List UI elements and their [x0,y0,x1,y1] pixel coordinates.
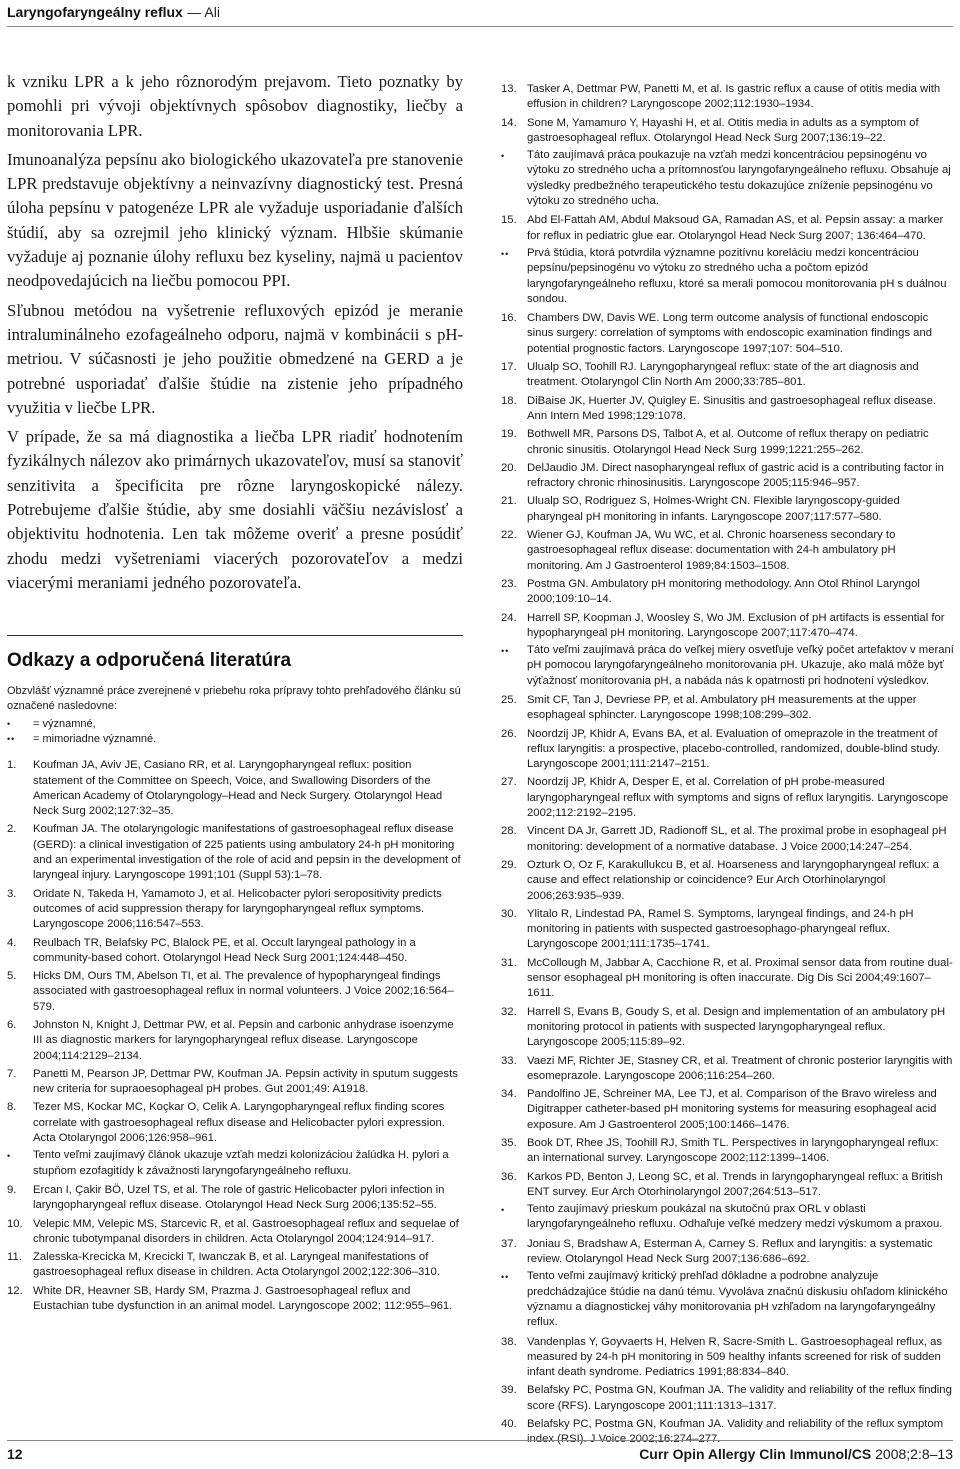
body-paragraph: k vzniku LPR a k jeho rôznorodým prejavom. Tieto poznatky by pomohli pri vývoji objektívnych spôsobov diagnostiky, liečby a monitorovania LPR. [7,72,463,140]
reference-number: 9. [7,1183,17,1196]
reference-number: 11. [7,1251,22,1264]
reference-number: 8. [7,1101,17,1114]
reference-item [501,116,954,147]
reference-annotation [501,246,954,307]
reference-item [501,427,954,458]
legend-label: = mimoriadne významné. [33,732,157,745]
reference-text: Reulbach TR, Belafsky PC, Blalock PE, et al. Occult laryngeal pathology in a community-based cohort. Otolaryngol Head Neck Surg 2001;124:448–450. [33,936,416,964]
reference-item [501,1005,954,1051]
reference-item [501,1237,954,1268]
reference-text: Ercan I, Çakir BÖ, Uzel TS, et al. The role of gastric Helicobacter pylori infection in laryngopharyngeal reflux disease. Otolaryngol Head Neck Surg 2006;135:52–55. [33,1183,445,1212]
reference-number: 31. [501,956,517,969]
reference-text: Bothwell MR, Parsons DS, Talbot A, et al. Outcome of reflux therapy on pediatric chronic sinusitis. Otolaryngol Head Neck Surg 1999;1221:255–262. [527,428,929,456]
reference-number: 4. [7,936,17,949]
reference-item [501,311,954,357]
reference-number: 15. [501,214,517,227]
reference-number: 6. [7,1018,17,1031]
reference-number: 21. [501,495,517,508]
annotation-text: Táto zaujímavá práca poukazuje na vzťah medzi koncentráciou pepsinogénu vo výtoku zo stredného ucha a prítomnosťou laryngofaryngeálneho refluxu. Obsahuje aj výsledky predbežného terapeutického testu dokazujúce zníženie pepsinogénu vo výtoku zo stredného ucha. [527,149,951,208]
reference-item [7,887,463,933]
reference-text: McCollough M, Jabbar A, Cacchione R, et al. Proximal sensor data from routine dual-sensor esophageal pH monitoring is often inaccurate. Dig Dis Sci 2004;49:1607–1611. [527,956,953,1000]
significance-marker: • [501,151,506,162]
reference-item [7,758,463,819]
reference-number: 25. [501,693,517,706]
reference-item [501,824,954,855]
reference-text: Postma GN. Ambulatory pH monitoring methodology. Ann Otol Rhinol Laryngol 2000;109:10–14. [527,577,920,606]
reference-text: Harrell SP, Koopman J, Woosley S, Wo JM. Exclusion of pH artifacts is essential for hypopharyngeal pH monitoring. Laryngoscope 2007;117:470–474. [527,611,945,639]
reference-item [501,577,954,608]
significance-legend [7,717,463,746]
reference-text: White DR, Heavner SB, Hardy SM, Prazma J. Gastroesophageal reflux and Eustachian tube dysfunction in an animal model. Laryngoscope 2002; 112:955–961. [33,1284,453,1313]
running-header [7,4,953,27]
page-number: 12 [7,1446,23,1462]
reference-number: 35. [501,1137,517,1149]
annotation-text: Tento zaujímavý prieskum poukázal na skutočnú prax ORL v oblasti laryngofaryngeálneho refluxu. Odhaľuje veľké medzery medzi výskumom a praxou. [527,1203,943,1231]
reference-text: Johnston N, Knight J, Dettmar PW, et al. Pepsin and carbonic anhydrase isoenzyme III as diagnostic markers for laryngopharyngeal reflux disease. Laryngoscope 2004;114:2129–2134. [33,1018,454,1062]
reference-item [501,82,954,113]
reference-text: Vandenplas Y, Goyvaerts H, Helven R, Sacre-Smith L. Gastroesophageal reflux, as measured by 24-h pH monitoring in 509 healthy infants screened for risk of sudden infant death syndrome. Pediatrics 1991;88:834–840. [527,1335,943,1379]
reference-number: 32. [501,1005,517,1018]
reference-annotation [501,148,954,209]
reference-text: Pandolfino JE, Schreiner MA, Lee TJ, et al. Comparison of the Bravo wireless and Digitrapper catheter-based pH monitoring systems for measuring esophageal acid exposure. Am J Gastroenterol 2005;100:1466–1476. [527,1088,937,1131]
reference-text: Velepic MM, Velepic MS, Starcevic R, et al. Gastroesophageal reflux and sequelae of chronic tubotympanal disorders in children. Acta Otolaryngol 2004;124:914–917. [33,1217,459,1245]
reference-item [501,611,954,642]
body-paragraph: Imunoanalýza pepsínu ako biologického ukazovateľa pre stanovenie LPR predstavuje objektívny a neinvazívny diagnostický test. Presná úloha pepsínu v patogenéze LPR ale vyžaduje usporiadanie ďalších štúdií, aby sa ozrejmil jeho klinický význam. Hlbšie skúmanie vyžaduje aj poznanie úlohy refluxu bez kyseliny, najmä u pacientov neodpovedajúcich na liečbu pomocou PPI. [7,149,463,291]
reference-number: 1. [7,759,17,772]
reference-text: Ulualp SO, Toohill RJ. Laryngopharyngeal reflux: state of the art diagnosis and treatment. Otolaryngol Clin North Am 2000;33:785–801. [527,361,919,389]
reference-number: 33. [501,1054,517,1067]
left-column [7,70,463,1317]
reference-item [501,693,954,724]
reference-number: 10. [7,1217,23,1230]
section-divider [7,635,463,636]
reference-text: Wiener GJ, Koufman JA, Wu WC, et al. Chronic hoarseness secondary to gastroesophageal reflux disease: documentation with 24-h ambulatory pH monitoring. Am J Gastroenterol 1989;84:1503–1508. [527,529,896,572]
reference-text: Panetti M, Pearson JP, Dettmar PW, Koufman JA. Pepsin activity in sputum suggests new criteria for supraoesophageal pH probes. Gut 2001;49: A1918. [33,1067,458,1096]
reference-text: Belafsky PC, Postma GN, Koufman JA. The validity and reliability of the reflux finding score (RFS). Laryngoscope 2001;111:1313–1317. [527,1384,952,1412]
reference-number: 5. [7,970,17,983]
reference-text: Noordzij JP, Khidr A, Evans BA, et al. Evaluation of omeprazole in the treatment of reflux laryngitis: a prospective, placebo-controlled, randomized, double-blind study. Laryngoscope 2001;111:2147–2151. [527,727,940,771]
legend-label: = významné, [33,718,96,731]
running-separator: — [187,4,205,20]
legend-row [7,717,463,732]
references-heading: Odkazy a odporučená literatúra [7,650,292,672]
reference-text: Noordzij JP, Khidr A, Desper E, et al. Correlation of pH probe-measured laryngopharyngeal reflux with symptoms and signs of reflux laryngitis. Laryngoscope 2002;112:2192–2195. [527,776,949,820]
reference-item [501,727,954,773]
annotation-text: Táto veľmi zaujímavá práca do veľkej miery osvetľuje veľký počet artefaktov v meraní pH pomocou laryngofaryngeálneho monitorovania pH. Ukazuje, ako malá môže byť výťažnosť monitorovania pH, a nabáda nás k opatrnosti pri hodnotení výsledkov. [527,644,954,687]
reference-text: Koufman JA, Aviv JE, Casiano RR, et al. Laryngopharyngeal reflux: position statement of the Committee on Speech, Voice, and Swallowing Disorders of the American Academy of Otolaryngology–Head and Neck Surgery. Otolaryngol Head Neck Surg 2002;127:32–35. [33,759,443,818]
reference-text: Harrell S, Evans B, Goudy S, et al. Design and implementation of an ambulatory pH monitoring protocol in patients with suspected laryngopharyngeal reflux. Laryngoscope 2005;115:89–92. [527,1005,946,1049]
reference-item [7,1067,463,1098]
body-paragraph: V prípade, že sa má diagnostika a liečba LPR riadiť hodnotením fyzikálnych nálezov ako primárnych ukazovateľov, musí sa stanoviť senzitivita a špecificita pre rôzne laryngoskopické nálezy. Potrebujeme ďalšie štúdie, aby sme dosiahli väčšiu nezávislosť a objektivitu hodnotenia. Len tak môžeme overiť a presne posúdiť zhodu medzi vyšetreniami viacerých pozorovateľov a medzi viacerými meraniami jedného pozorovateľa. [7,427,463,592]
reference-text: Karkos PD, Benton J, Leong SC, et al. Trends in laryngopharyngeal reflux: a British ENT survey. Eur Arch Otorhinolaryngol 2007;264:513–517. [527,1170,943,1198]
reference-item [501,775,954,821]
reference-item [501,1170,954,1201]
reference-item [501,213,954,244]
reference-list-right [501,82,954,1448]
reference-item [7,1250,463,1281]
annotation-text: Prvá štúdia, ktorá potvrdila významne pozitívnu koreláciu medzi koncentráciou pepsínu/pepsinogénu vo výtoku zo stredného ucha a počtom epizód laryngofaryngeálneho refluxu, ktoré sa merali pomocou monitorovania pH s duálnou sondou. [527,246,947,305]
reference-number: 19. [501,428,517,441]
reference-text: Ozturk O, Oz F, Karakullukcu B, et al. Hoarseness and laryngopharyngeal reflux: a cause and effect relationship or coincidence? Eur Arch Otorhinolaryngol 2006;263:935–939. [527,858,939,902]
reference-number: 34. [501,1088,517,1101]
reference-item [7,969,463,1015]
reference-text: DiBaise JK, Huerter JV, Quigley E. Sinusitis and gastroesophageal reflux disease. Ann Intern Med 1998;129:1078. [527,394,936,422]
significance-marker: • [7,1151,12,1162]
reference-number: 27. [501,776,517,789]
reference-item [7,1183,463,1214]
body-paragraph: Sľubnou metódou na vyšetrenie refluxových epizód je meranie intraluminálneho ezofageálneho odporu, najmä v kombinácii s pH-metriou. V súčasnosti je jeho použitie obmedzené na GERD a je potrebné usporiadať ďalšie štúdie na zistenie jeho prípadného využitia v liečbe LPR. [7,300,463,417]
reference-number: 12. [7,1284,23,1297]
reference-number: 17. [501,361,517,374]
reference-number: 37. [501,1237,517,1250]
significance-marker: •• [501,646,510,657]
significance-marker: • [501,1205,506,1216]
reference-number: 18. [501,394,517,407]
reference-annotation [501,643,954,689]
reference-number: 22. [501,529,517,542]
references-intro: Obzvlášť významné práce zverejnené v priebehu roka prípravy tohto prehľadového článku sú označené nasledovne: [7,685,461,712]
reference-annotation [7,1148,463,1179]
journal-citation [639,1446,953,1462]
reference-text: Zalesska-Krecicka M, Krecicki T, Iwanczak B, et al. Laryngeal manifestations of gastroesophageal reflux disease in children. Acta Otolaryngol 2002;122:306–310. [33,1251,440,1279]
reference-number: 2. [7,823,17,836]
reference-item [501,494,954,525]
annotation-text: Tento veľmi zaujímavý kritický prehľad dôkladne a podrobne analyzuje predchádzajúce štúdie na danú tému. Vyvoláva značnú diskusiu ohľadom klinického významu a diagnostickej váhy monitorovania pH vzhľadom na laryngofaryngeálny reflux. [527,1270,948,1329]
reference-item [501,360,954,391]
reference-item [501,394,954,425]
reference-item [501,907,954,953]
reference-text: Vaezi MF, Richter JE, Stasney CR, et al. Treatment of chronic posterior laryngitis with esomeprazole. Laryngoscope 2006;116:254–260. [527,1054,953,1082]
reference-text: Ylitalo R, Lindestad PA, Ramel S. Symptoms, laryngeal findings, and 24-h pH monitoring in patients with suspected gastroesophago-pharyngeal reflux. Laryngoscope 2001;111:1735–1741. [527,907,914,951]
right-column [501,70,954,1451]
reference-text: Ulualp SO, Rodriguez S, Holmes-Wright CN. Flexible laryngoscopy-guided pharyngeal pH monitoring in infants. Laryngoscope 2007;117:577–580. [527,495,900,523]
reference-number: 39. [501,1384,517,1397]
reference-item [501,858,954,904]
journal-volume: 2008;2:8–13 [871,1446,953,1462]
reference-item [501,528,954,574]
reference-number: 29. [501,858,517,871]
reference-text: DelJaudio JM. Direct nasopharyngeal reflux of gastric acid is a contributing factor in refractory chronic rhinosinusitis. Laryngoscope 2005;115:946–957. [527,461,944,490]
significance-marker: •• [501,248,510,259]
reference-text: Abd El-Fattah AM, Abdul Maksoud GA, Ramadan AS, et al. Pepsin assay: a marker for reflux in pediatric glue ear. Otolaryngol Head Neck Surg 2007; 136:464–470. [527,214,944,242]
reference-text: Oridate N, Takeda H, Yamamoto J, et al. Helicobacter pylori seropositivity predicts outcomes of acid suppression therapy for laryngopharyngeal reflux symptoms. Laryngoscope 2006;116:547–553. [33,887,442,931]
reference-number: 23. [501,577,517,590]
annotation-text: Tento veľmi zaujímavý článok ukazuje vzťah medzi kolonizáciou žalúdka H. pylori a stupňom ezofagitídy k závažnosti laryngofaryngeálneho refluxu. [33,1149,449,1177]
reference-text: Koufman JA. The otolaryngologic manifestations of gastroesophageal reflux disease (GERD): a clinical investigation of 225 patients using ambulatory 24-h pH monitoring and an experimental investigation of the role of acid and pepsin in the development of laryngeal injury. Laryngoscope 1991;101 (Suppl 53):1–78. [33,823,461,882]
reference-text: Chambers DW, Davis WE. Long term outcome analysis of functional endoscopic sinus surgery: correlation of symptoms with endoscopic examination findings and potential prognostic factors. Laryngoscope 1997;107: 504–510. [527,312,933,355]
running-author: Ali [204,4,220,20]
reference-item [501,461,954,492]
reference-number: 36. [501,1170,517,1183]
reference-item [7,1217,463,1248]
journal-name: Curr Opin Allergy Clin Immunol/CS [639,1446,872,1462]
reference-number: 3. [7,887,17,900]
reference-item [7,936,463,967]
reference-number: 14. [501,116,517,129]
reference-item [7,1284,463,1315]
reference-number: 13. [501,83,517,95]
legend-row [7,732,463,747]
running-title: Laryngofaryngeálny reflux [7,4,183,20]
reference-text: Smit CF, Tan J, Devriese PP, et al. Ambulatory pH measurements at the upper esophageal sphincter. Laryngoscope 1998;108:299–302. [527,693,917,722]
significance-marker: •• [501,1272,510,1283]
body-text [7,70,463,595]
reference-number: 28. [501,825,517,838]
reference-number: 40. [501,1418,517,1431]
reference-text: Tezer MS, Kockar MC, Koçkar O, Celik A. Laryngopharyngeal reflux finding scores correlate with gastroesophageal reflux disease and Helicobacter pylori expression. Acta Otolaryngol 2006;126:958–961. [33,1101,445,1145]
reference-text: Belafsky PC, Postma GN, Koufman JA. Validity and reliability of the reflux symptom index (RSI). J Voice 2002;16:274–277. [527,1418,944,1446]
reference-item [501,1136,954,1167]
reference-number: 24. [501,611,517,624]
bullet-marker: • [7,719,12,730]
reference-annotation [501,1269,954,1330]
reference-number: 20. [501,461,517,474]
reference-number: 30. [501,907,517,920]
reference-number: 38. [501,1335,517,1348]
reference-item [7,1018,463,1064]
reference-annotation [501,1202,954,1233]
reference-text: Book DT, Rhee JS, Toohill RJ, Smith TL. Perspectives in laryngopharyngeal reflux: an international survey. Laryngoscope 2002;112:1399–1406. [527,1137,939,1165]
reference-item [7,822,463,883]
reference-text: Joniau S, Bradshaw A, Esterman A, Carney S. Reflux and laryngitis: a systematic review. Otolaryngol Head Neck Surg 2007;136:686–692. [527,1237,933,1266]
reference-item [7,1100,463,1146]
page-footer [7,1440,953,1465]
reference-text: Tasker A, Dettmar PW, Panetti M, et al. Is gastric reflux a cause of otitis media with effusion in children? Laryngoscope 2002;112:1930–1934. [527,83,941,111]
reference-item [501,956,954,1002]
reference-item [501,1335,954,1381]
reference-text: Hicks DM, Ours TM, Abelson TI, et al. The prevalence of hypopharyngeal findings associated with gastroesophageal reflux in normal volunteers. J Voice 2002;16:564–579. [33,970,454,1013]
reference-item [501,1087,954,1133]
reference-number: 16. [501,312,517,325]
reference-item [501,1054,954,1085]
reference-item [501,1383,954,1414]
reference-list-left [7,758,463,1314]
reference-text: Sone M, Yamamuro Y, Hayashi H, et al. Otitis media in adults as a symptom of gastroesophageal reflux. Otolaryngol Head Neck Surg 2007;136:19–22. [527,116,919,144]
double-bullet-marker: •• [7,733,16,744]
reference-number: 7. [7,1067,17,1080]
reference-number: 26. [501,727,517,740]
reference-text: Vincent DA Jr, Garrett JD, Radionoff SL, et al. The proximal probe in esophageal pH monitoring: development of a normative database. J Voice 2000;14:247–254. [527,825,947,853]
